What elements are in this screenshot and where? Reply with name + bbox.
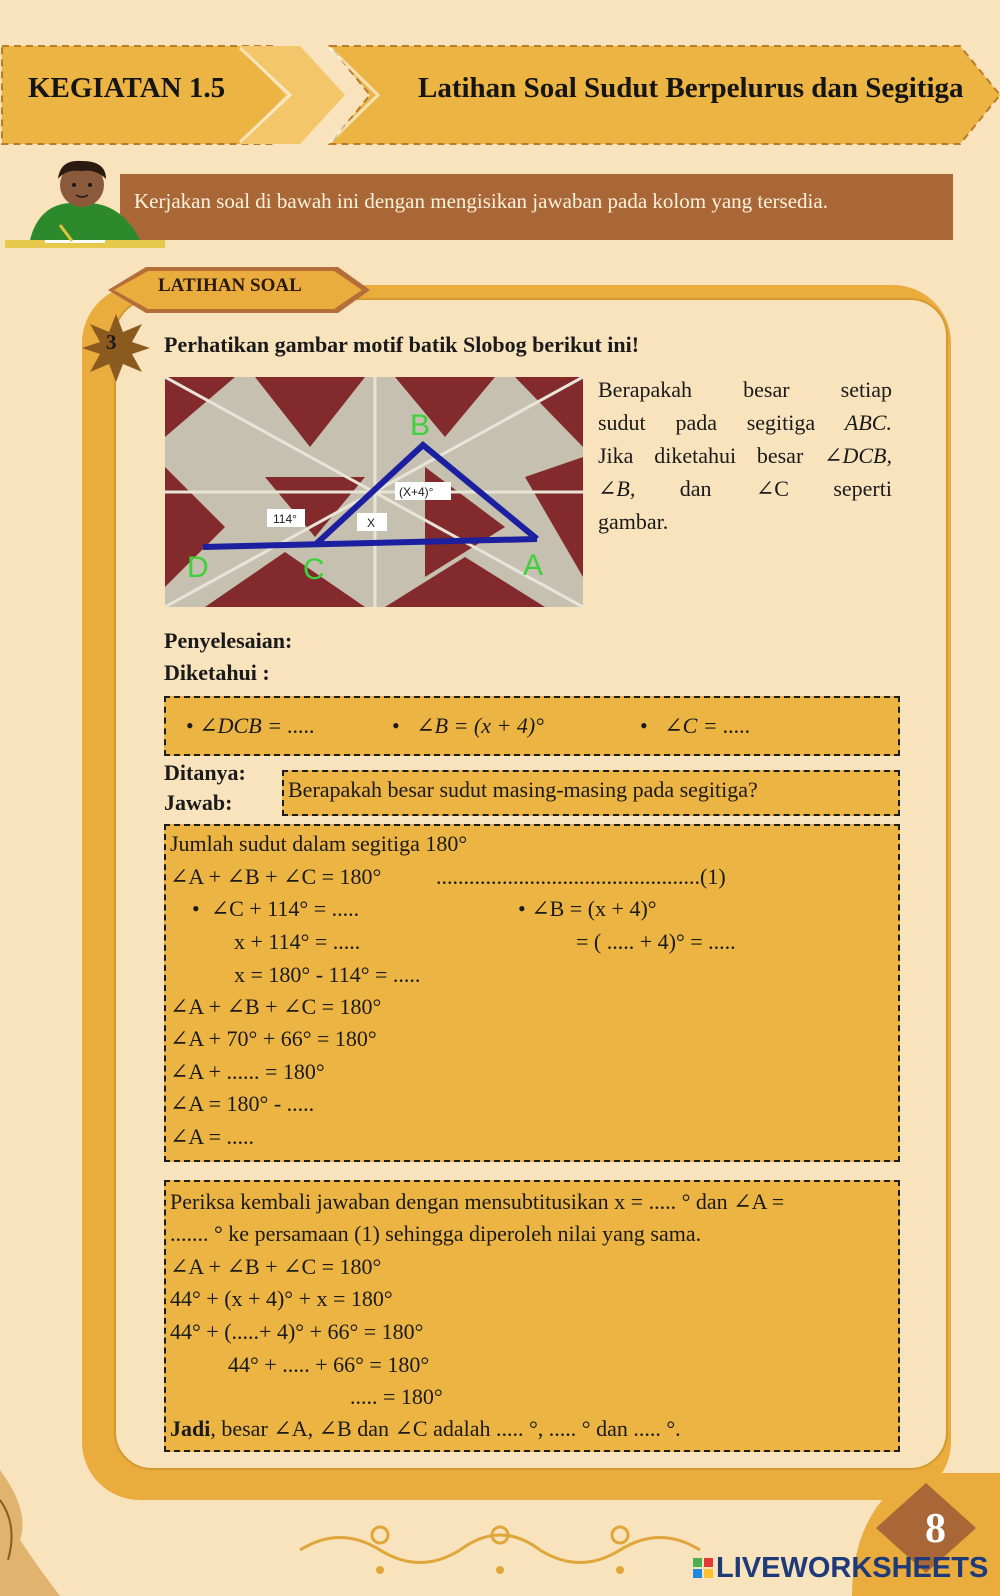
section-tag: LATIHAN SOAL xyxy=(158,275,302,296)
figure-label-d: D xyxy=(187,551,209,584)
figure-label-c: C xyxy=(303,553,325,586)
question-title: Perhatikan gambar motif batik Slobog berikut ini! xyxy=(164,332,640,357)
work-line-4b: = ( ..... + 4)° = ..... xyxy=(576,929,736,954)
jawab-label: Jawab: xyxy=(164,790,233,815)
liveworksheets-brand[interactable]: LIVEWORKSHEETS xyxy=(716,1552,989,1584)
work-line-3b: ∠B = (x + 4)° xyxy=(531,896,657,921)
instruction-text: Kerjakan soal di bawah ini dengan mengisikan jawaban pada kolom yang tersedia. xyxy=(134,189,828,213)
check-line-5: 44° + (.....+ 4)° + 66° = 180° xyxy=(170,1319,424,1344)
penyelesaian-label: Penyelesaian: xyxy=(164,628,293,653)
figure-label-b: B xyxy=(410,409,431,442)
ornament-divider xyxy=(290,1515,710,1585)
activity-label: KEGIATAN 1.5 xyxy=(28,72,226,104)
page-title: Latihan Soal Sudut Berpelurus dan Segitiga xyxy=(418,72,964,104)
work-line-5: x = 180° - 114° = ..... xyxy=(234,962,421,987)
page-number: 8 xyxy=(925,1506,946,1552)
known-c: ∠C = ..... xyxy=(664,713,751,738)
figure-label-114: 114° xyxy=(273,512,297,526)
figure-label-a: A xyxy=(523,549,544,582)
check-conclusion: , besar ∠A, ∠B dan ∠C adalah ..... °, ..... ° dan ..... °. xyxy=(210,1416,681,1441)
liveworksheets-logo-icon xyxy=(693,1558,713,1578)
work-line-2-ref: ................................................(1) xyxy=(436,864,726,889)
work-line-2: ∠A + ∠B + ∠C = 180° xyxy=(170,864,382,889)
work-line-3a: ∠C + 114° = ..... xyxy=(210,896,360,921)
known-dcb: ∠DCB = ..... xyxy=(199,713,315,738)
work-line-1: Jumlah sudut dalam segitiga 180° xyxy=(170,831,468,856)
check-conclusion-bold: Jadi xyxy=(170,1416,211,1441)
check-line-2: ....... ° ke persamaan (1) sehingga diperoleh nilai yang sama. xyxy=(170,1221,702,1246)
question-asked-text: Berapakah besar sudut masing-masing pada segitiga? xyxy=(288,777,758,802)
batik-slobog-figure xyxy=(165,377,583,607)
check-line-1: Periksa kembali jawaban dengan mensubtitusikan x = ..... ° dan ∠A = xyxy=(170,1189,785,1214)
student-writing-illustration xyxy=(0,155,175,260)
question-text: Berapakah besar setiap sudut pada segitiga ABC. Jika diketahui besar ∠DCB, ∠B, dan ∠C seperti gambar. xyxy=(598,377,892,534)
verification-box xyxy=(164,1180,900,1452)
check-line-4: 44° + (x + 4)° + x = 180° xyxy=(170,1286,393,1311)
work-line-4a: x + 114° = ..... xyxy=(234,929,361,954)
ditanya-label: Ditanya: xyxy=(164,760,246,785)
diketahui-label: Diketahui : xyxy=(164,660,270,685)
question-number: 3 xyxy=(106,330,117,354)
figure-label-x: X xyxy=(367,516,376,530)
work-line-9: ∠A = 180° - ..... xyxy=(170,1091,315,1116)
check-line-6: 44° + ..... + 66° = 180° xyxy=(228,1352,430,1377)
known-b: ∠B = (x + 4)° xyxy=(416,713,544,738)
work-line-10: ∠A = ..... xyxy=(170,1124,255,1149)
work-line-8: ∠A + ...... = 180° xyxy=(170,1059,325,1084)
corner-ornament xyxy=(0,1470,60,1596)
work-line-7: ∠A + 70° + 66° = 180° xyxy=(170,1026,377,1051)
check-line-3: ∠A + ∠B + ∠C = 180° xyxy=(170,1254,382,1279)
figure-label-x-plus-4: (X+4)° xyxy=(399,485,434,499)
check-line-7: ..... = 180° xyxy=(350,1384,443,1409)
work-line-6: ∠A + ∠B + ∠C = 180° xyxy=(170,994,382,1019)
known-values-box: • ∠DCB = ..... • ∠B = (x + 4)° • ∠C = ..... xyxy=(164,696,900,756)
answer-work-box: Jumlah sudut dalam segitiga 180° ∠A + ∠B + ∠C = 180° ................................................(1) • ∠C + 114° = ..... • ∠B = (x + 4)° x + 114° = ..... = ( ..... + 4)° = ..... x = 180° - 114° = ..... ∠A + ∠B + ∠C = 180° ∠A + 70° + 66° = 180° ∠A + ...... = 180° ∠A = 180° - ..... ∠A = ..... xyxy=(164,824,900,1162)
question-asked-box xyxy=(282,770,900,816)
